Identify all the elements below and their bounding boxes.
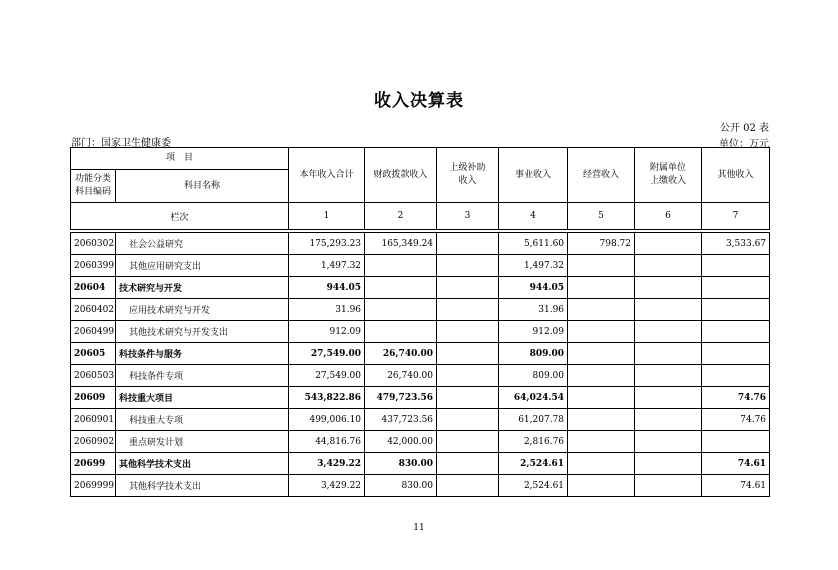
cell-fiscal: 26,740.00 (365, 365, 437, 387)
cell-name: 应用技术研究与开发 (116, 299, 289, 321)
table-row (71, 343, 770, 365)
cell-affiliated (635, 431, 702, 453)
cell-affiliated (635, 255, 702, 277)
cell-operating (568, 387, 635, 409)
col-index-3: 3 (437, 203, 499, 230)
cell-business: 809.00 (499, 343, 568, 365)
cell-other (702, 321, 770, 343)
cell-name: 重点研发计划 (116, 431, 289, 453)
cell-superior (437, 255, 499, 277)
cell-name: 科技条件与服务 (116, 343, 289, 365)
cell-other (702, 431, 770, 453)
header-operating: 经营收入 (568, 148, 635, 203)
cell-operating (568, 365, 635, 387)
cell-superior (437, 475, 499, 497)
cell-fiscal (365, 299, 437, 321)
cell-total: 944.05 (289, 277, 365, 299)
cell-superior (437, 299, 499, 321)
page-title: 收入决算表 (374, 91, 464, 111)
cell-business: 2,524.61 (499, 475, 568, 497)
cell-operating (568, 277, 635, 299)
cell-business: 61,207.78 (499, 409, 568, 431)
header-superior: 上级补助 收入 (437, 148, 499, 203)
cell-code: 2060503 (71, 365, 116, 387)
cell-fiscal: 830.00 (365, 475, 437, 497)
cell-affiliated (635, 475, 702, 497)
header-lanci: 栏次 (71, 203, 289, 230)
cell-affiliated (635, 277, 702, 299)
cell-operating (568, 409, 635, 431)
cell-fiscal (365, 321, 437, 343)
column-index-row (71, 203, 770, 230)
cell-business: 809.00 (499, 365, 568, 387)
cell-other (702, 365, 770, 387)
cell-fiscal: 26,740.00 (365, 343, 437, 365)
unit-label: 单位：万元 (719, 139, 769, 150)
cell-other: 74.61 (702, 475, 770, 497)
table-row (71, 387, 770, 409)
cell-business: 5,611.60 (499, 233, 568, 255)
cell-total: 27,549.00 (289, 365, 365, 387)
cell-total: 543,822.86 (289, 387, 365, 409)
cell-business: 912.09 (499, 321, 568, 343)
cell-name: 社会公益研究 (116, 233, 289, 255)
cell-code: 20699 (71, 453, 116, 475)
cell-total: 3,429.22 (289, 453, 365, 475)
cell-affiliated (635, 365, 702, 387)
table-row (71, 365, 770, 387)
cell-operating (568, 453, 635, 475)
cell-operating (568, 321, 635, 343)
cell-code: 2060499 (71, 321, 116, 343)
header-affiliated: 附属单位 上缴收入 (635, 148, 702, 203)
table-row (71, 233, 770, 255)
cell-name: 科技条件专项 (116, 365, 289, 387)
header-code: 功能分类 科目编码 (71, 170, 116, 203)
header-total: 本年收入合计 (289, 148, 365, 203)
cell-code: 20609 (71, 387, 116, 409)
cell-name: 科技重大专项 (116, 409, 289, 431)
cell-name: 科技重大项目 (116, 387, 289, 409)
cell-superior (437, 343, 499, 365)
cell-superior (437, 453, 499, 475)
col-index-5: 5 (568, 203, 635, 230)
cell-affiliated (635, 387, 702, 409)
header-business: 事业收入 (499, 148, 568, 203)
cell-other (702, 299, 770, 321)
col-index-7: 7 (702, 203, 770, 230)
cell-code: 2060399 (71, 255, 116, 277)
table-row (71, 453, 770, 475)
cell-fiscal (365, 255, 437, 277)
cell-operating: 798.72 (568, 233, 635, 255)
cell-total: 912.09 (289, 321, 365, 343)
table-row (71, 321, 770, 343)
cell-superior (437, 277, 499, 299)
col-index-2: 2 (365, 203, 437, 230)
cell-other (702, 343, 770, 365)
cell-operating (568, 255, 635, 277)
cell-affiliated (635, 343, 702, 365)
cell-name: 其他应用研究支出 (116, 255, 289, 277)
header-other: 其他收入 (702, 148, 770, 203)
table-number: 公开 02 表 (719, 123, 769, 134)
cell-code: 20604 (71, 277, 116, 299)
table-row (71, 255, 770, 277)
cell-code: 2060402 (71, 299, 116, 321)
cell-fiscal: 42,000.00 (365, 431, 437, 453)
cell-affiliated (635, 299, 702, 321)
cell-fiscal: 479,723.56 (365, 387, 437, 409)
cell-other: 74.61 (702, 453, 770, 475)
cell-total: 175,293.23 (289, 233, 365, 255)
cell-total: 44,816.76 (289, 431, 365, 453)
cell-superior (437, 431, 499, 453)
cell-affiliated (635, 233, 702, 255)
table-row (71, 409, 770, 431)
cell-business: 2,524.61 (499, 453, 568, 475)
cell-superior (437, 321, 499, 343)
cell-fiscal (365, 277, 437, 299)
cell-other: 74.76 (702, 409, 770, 431)
table-row (71, 299, 770, 321)
cell-operating (568, 431, 635, 453)
table-row (71, 277, 770, 299)
cell-code: 2060901 (71, 409, 116, 431)
cell-operating (568, 299, 635, 321)
cell-name: 其他科学技术支出 (116, 453, 289, 475)
cell-fiscal: 830.00 (365, 453, 437, 475)
cell-business: 944.05 (499, 277, 568, 299)
col-index-4: 4 (499, 203, 568, 230)
cell-other (702, 277, 770, 299)
cell-superior (437, 233, 499, 255)
cell-name: 技术研究与开发 (116, 277, 289, 299)
cell-name: 其他技术研究与开发支出 (116, 321, 289, 343)
table-body (71, 148, 770, 497)
cell-superior (437, 409, 499, 431)
header-item: 项 目 (71, 148, 289, 170)
cell-business: 31.96 (499, 299, 568, 321)
cell-total: 31.96 (289, 299, 365, 321)
cell-affiliated (635, 321, 702, 343)
revenue-table (70, 147, 770, 497)
table-row (71, 431, 770, 453)
cell-code: 2060902 (71, 431, 116, 453)
cell-business: 64,024.54 (499, 387, 568, 409)
header-row-1 (71, 148, 770, 170)
col-index-1: 1 (289, 203, 365, 230)
cell-code: 2060302 (71, 233, 116, 255)
cell-business: 2,816.76 (499, 431, 568, 453)
cell-affiliated (635, 409, 702, 431)
cell-business: 1,497.32 (499, 255, 568, 277)
cell-other: 74.76 (702, 387, 770, 409)
cell-code: 20605 (71, 343, 116, 365)
cell-total: 499,006.10 (289, 409, 365, 431)
cell-other: 3,533.67 (702, 233, 770, 255)
page-number: 11 (413, 523, 425, 533)
header-fiscal: 财政拨款收入 (365, 148, 437, 203)
cell-affiliated (635, 453, 702, 475)
cell-other (702, 255, 770, 277)
cell-fiscal: 165,349.24 (365, 233, 437, 255)
cell-operating (568, 475, 635, 497)
cell-total: 3,429.22 (289, 475, 365, 497)
cell-operating (568, 343, 635, 365)
header-name: 科目名称 (116, 170, 289, 203)
department-label: 部门：国家卫生健康委 (71, 138, 171, 149)
cell-total: 1,497.32 (289, 255, 365, 277)
cell-name: 其他科学技术支出 (116, 475, 289, 497)
cell-total: 27,549.00 (289, 343, 365, 365)
cell-superior (437, 365, 499, 387)
cell-fiscal: 437,723.56 (365, 409, 437, 431)
col-index-6: 6 (635, 203, 702, 230)
cell-code: 2069999 (71, 475, 116, 497)
cell-superior (437, 387, 499, 409)
table-row (71, 475, 770, 497)
